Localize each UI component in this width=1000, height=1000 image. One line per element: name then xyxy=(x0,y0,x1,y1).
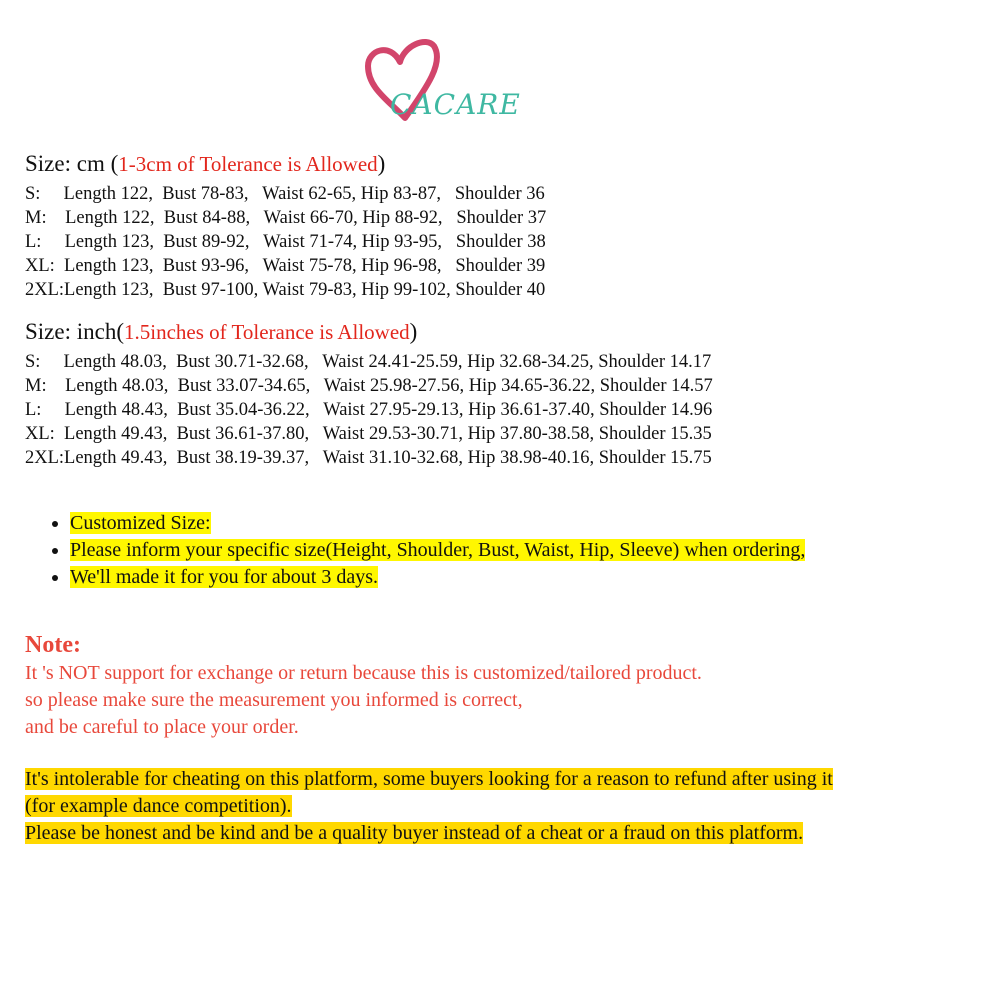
warning-line: (for example dance competition). xyxy=(25,795,292,817)
list-item xyxy=(70,537,805,564)
list-item xyxy=(70,564,805,591)
warning-line: Please be honest and be kind and be a quality buyer instead of a cheat or a fraud on this platform. xyxy=(25,822,804,844)
customization-list xyxy=(45,510,805,591)
inch-row-l: L: Length 48.43, Bust 35.04-36.22, Waist 27.95-29.13, Hip 36.61-37.40, Shoulder 14.96 xyxy=(25,400,713,420)
brand-name: CACARE xyxy=(390,88,521,121)
custom-instruction: Please inform your specific size(Height, Shoulder, Bust, Waist, Hip, Sleeve) when ordering, xyxy=(70,539,806,561)
cm-row-xl: XL: Length 123, Bust 93-96, Waist 75-78, Hip 96-98, Shoulder 39 xyxy=(25,256,546,276)
inch-row-m: M: Length 48.03, Bust 33.07-34.65, Waist 25.98-27.56, Hip 34.65-36.22, Shoulder 14.57 xyxy=(25,376,713,396)
inch-title-close: ) xyxy=(409,319,418,344)
cm-size-title xyxy=(25,150,546,178)
cm-title-close: ) xyxy=(377,151,386,176)
cm-tolerance: 1-3cm of Tolerance is Allowed xyxy=(118,152,378,176)
cm-title-label: Size: cm ( xyxy=(25,151,119,176)
cm-row-m: M: Length 122, Bust 84-88, Waist 66-70, Hip 88-92, Shoulder 37 xyxy=(25,208,547,228)
inch-tolerance: 1.5inches of Tolerance is Allowed xyxy=(124,320,410,344)
cm-row-2xl: 2XL:Length 123, Bust 97-100, Waist 79-83, Hip 99-102, Shoulder 40 xyxy=(25,280,546,300)
note-line: so please make sure the measurement you informed is correct, xyxy=(25,689,523,711)
inch-size-title xyxy=(25,318,713,346)
cm-row-s: S: Length 122, Bust 78-83, Waist 62-65, Hip 83-87, Shoulder 36 xyxy=(25,184,545,204)
inch-row-xl: XL: Length 49.43, Bust 36.61-37.80, Waist 29.53-30.71, Hip 37.80-38.58, Shoulder 15.35 xyxy=(25,424,712,444)
custom-leadtime: We'll made it for you for about 3 days. xyxy=(70,566,379,588)
brand-logo xyxy=(360,36,520,126)
inch-row-s: S: Length 48.03, Bust 30.71-32.68, Waist 24.41-25.59, Hip 32.68-34.25, Shoulder 14.17 xyxy=(25,352,712,372)
cm-size-chart xyxy=(25,150,546,302)
note-title: Note: xyxy=(25,632,81,658)
warning-section xyxy=(25,766,985,847)
inch-row-2xl: 2XL:Length 49.43, Bust 38.19-39.37, Waist 31.10-32.68, Hip 38.98-40.16, Shoulder 15.75 xyxy=(25,448,712,468)
inch-size-chart xyxy=(25,318,713,470)
note-line: It 's NOT support for exchange or return because this is customized/tailored product. xyxy=(25,662,702,684)
warning-line: It's intolerable for cheating on this platform, some buyers looking for a reason to refund after using it xyxy=(25,768,833,790)
note-section xyxy=(25,630,702,741)
note-line: and be careful to place your order. xyxy=(25,716,299,738)
list-item xyxy=(70,510,805,537)
cm-row-l: L: Length 123, Bust 89-92, Waist 71-74, Hip 93-95, Shoulder 38 xyxy=(25,232,546,252)
inch-title-label: Size: inch( xyxy=(25,319,124,344)
custom-heading: Customized Size: xyxy=(70,512,211,534)
